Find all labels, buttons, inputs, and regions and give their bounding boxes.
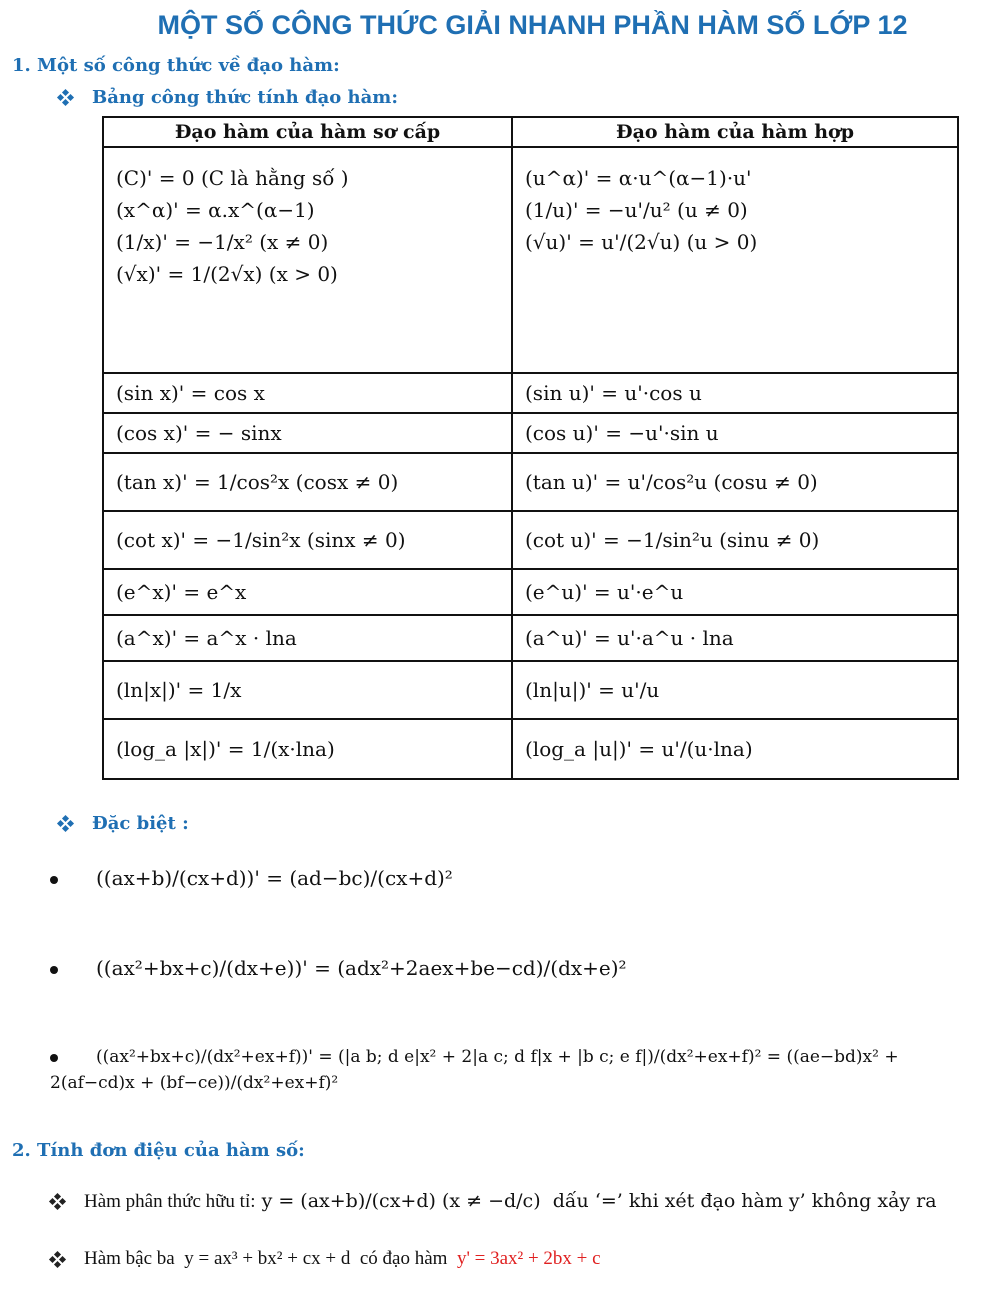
table-row xyxy=(103,661,958,719)
formula-cos: (cos x)' = − sinx xyxy=(116,421,282,445)
special-formula-1-row xyxy=(50,866,453,890)
table-row xyxy=(103,719,958,779)
formula-log: (log_a |x|)' = 1/(x·lna) xyxy=(116,737,335,761)
cell-elementary xyxy=(103,719,512,779)
cubic-connector: có đạo hàm xyxy=(359,1248,448,1269)
formula-ax: (a^x)' = a^x · lna xyxy=(116,626,297,650)
formula-constant: (C)' = 0 (C là hằng số ) xyxy=(116,166,349,190)
special-formula-3: ((ax²+bx+c)/(dx²+ex+f))' = (|a b; d e|x² + 2|a c; d f|x + |b c; e f|)/(dx²+ex+f)² = ((ae−bd)x² + 2(af−cd)x + (bf−ce))/(dx²+ex+f)² xyxy=(50,1047,899,1093)
formula-log-u: (log_a |u|)' = u'/(u·lna) xyxy=(525,737,753,761)
special-formula-2: ((ax²+bx+c)/(dx+e))' = (adx²+2aex+be−cd)/(dx+e)² xyxy=(96,956,627,980)
special-formula-2-row xyxy=(50,956,627,980)
table-row xyxy=(103,615,958,661)
cell-composite xyxy=(512,569,958,615)
four-diamond-icon xyxy=(58,816,74,832)
cell-elementary xyxy=(103,453,512,511)
formula-cos-u: (cos u)' = −u'·sin u xyxy=(525,421,719,445)
cubic-label: Hàm bậc ba xyxy=(84,1248,175,1269)
rational-note: dấu ‘=’ khi xét đạo hàm y’ không xảy ra xyxy=(552,1190,937,1212)
section2-heading: 2. Tính đơn điệu của hàm số: xyxy=(12,1140,305,1161)
rational-label: Hàm phân thức hữu tỉ: xyxy=(84,1191,256,1212)
table-row xyxy=(103,511,958,569)
cell-elementary xyxy=(103,511,512,569)
cell-elementary xyxy=(103,615,512,661)
formula-sin-u: (sin u)' = u'·cos u xyxy=(525,381,702,405)
formula-tan: (tan x)' = 1/cos²x (cosx ≠ 0) xyxy=(116,470,399,494)
formula-exp: (e^x)' = e^x xyxy=(116,580,247,604)
cell-composite xyxy=(512,661,958,719)
special-formula-3-row xyxy=(50,1045,980,1096)
cell-composite xyxy=(512,615,958,661)
cell-elementary xyxy=(103,373,512,413)
cell-elementary xyxy=(103,661,512,719)
cell-composite xyxy=(512,453,958,511)
four-diamond-icon xyxy=(58,90,74,106)
special-heading-text: Đặc biệt : xyxy=(92,813,189,834)
special-formula-1: ((ax+b)/(cx+d))' = (ad−bc)/(cx+d)² xyxy=(96,866,453,890)
derivative-table xyxy=(102,116,959,780)
cell-composite xyxy=(512,147,958,373)
table-row xyxy=(103,373,958,413)
monotonic-item-cubic xyxy=(50,1248,601,1270)
formula-sin: (sin x)' = cos x xyxy=(116,381,265,405)
header-elementary: Đạo hàm của hàm sơ cấp xyxy=(103,117,512,147)
table-row xyxy=(103,413,958,453)
cell-elementary xyxy=(103,147,512,373)
cell-elementary xyxy=(103,413,512,453)
formula-reciprocal-u: (1/u)' = −u'/u² (u ≠ 0) xyxy=(525,198,748,222)
formula-cot-u: (cot u)' = −1/sin²u (sinu ≠ 0) xyxy=(525,528,820,552)
table-row xyxy=(103,453,958,511)
formula-power-u: (u^α)' = α·u^(α−1)·u' xyxy=(525,166,752,190)
table-row xyxy=(103,569,958,615)
formula-sqrt: (√x)' = 1/(2√x) (x > 0) xyxy=(116,262,338,286)
bullet-icon xyxy=(50,876,58,884)
section1-heading: 1. Một số công thức về đạo hàm: xyxy=(12,55,340,76)
formula-power: (x^α)' = α.x^(α−1) xyxy=(116,198,315,222)
table-header-row xyxy=(103,117,958,147)
formula-ln-u: (ln|u|)' = u'/u xyxy=(525,678,660,702)
formula-au: (a^u)' = u'·a^u · lna xyxy=(525,626,734,650)
table-heading xyxy=(58,87,398,108)
formula-cot: (cot x)' = −1/sin²x (sinx ≠ 0) xyxy=(116,528,406,552)
header-composite: Đạo hàm của hàm hợp xyxy=(512,117,958,147)
rational-formula: y = (ax+b)/(cx+d) (x ≠ −d/c) xyxy=(261,1190,541,1212)
four-diamond-icon xyxy=(50,1194,66,1210)
table-row xyxy=(103,147,958,373)
cubic-formula: y = ax³ + bx² + cx + d xyxy=(184,1248,351,1269)
cell-composite xyxy=(512,413,958,453)
formula-exp-u: (e^u)' = u'·e^u xyxy=(525,580,684,604)
cell-elementary xyxy=(103,569,512,615)
bullet-icon xyxy=(50,1054,58,1062)
cubic-derivative: y' = 3ax² + 2bx + c xyxy=(456,1248,601,1269)
bullet-icon xyxy=(50,966,58,974)
formula-reciprocal: (1/x)' = −1/x² (x ≠ 0) xyxy=(116,230,329,254)
page-title: MỘT SỐ CÔNG THỨC GIẢI NHANH PHẦN HÀM SỐ LỚP 12 xyxy=(157,10,908,40)
cell-composite xyxy=(512,373,958,413)
four-diamond-icon xyxy=(50,1252,66,1268)
monotonic-item-rational xyxy=(50,1190,937,1213)
cell-composite xyxy=(512,719,958,779)
cell-composite xyxy=(512,511,958,569)
table-heading-text: Bảng công thức tính đạo hàm: xyxy=(92,87,398,108)
formula-ln: (ln|x|)' = 1/x xyxy=(116,678,242,702)
special-heading xyxy=(58,813,189,834)
formula-tan-u: (tan u)' = u'/cos²u (cosu ≠ 0) xyxy=(525,470,818,494)
formula-sqrt-u: (√u)' = u'/(2√u) (u > 0) xyxy=(525,230,758,254)
